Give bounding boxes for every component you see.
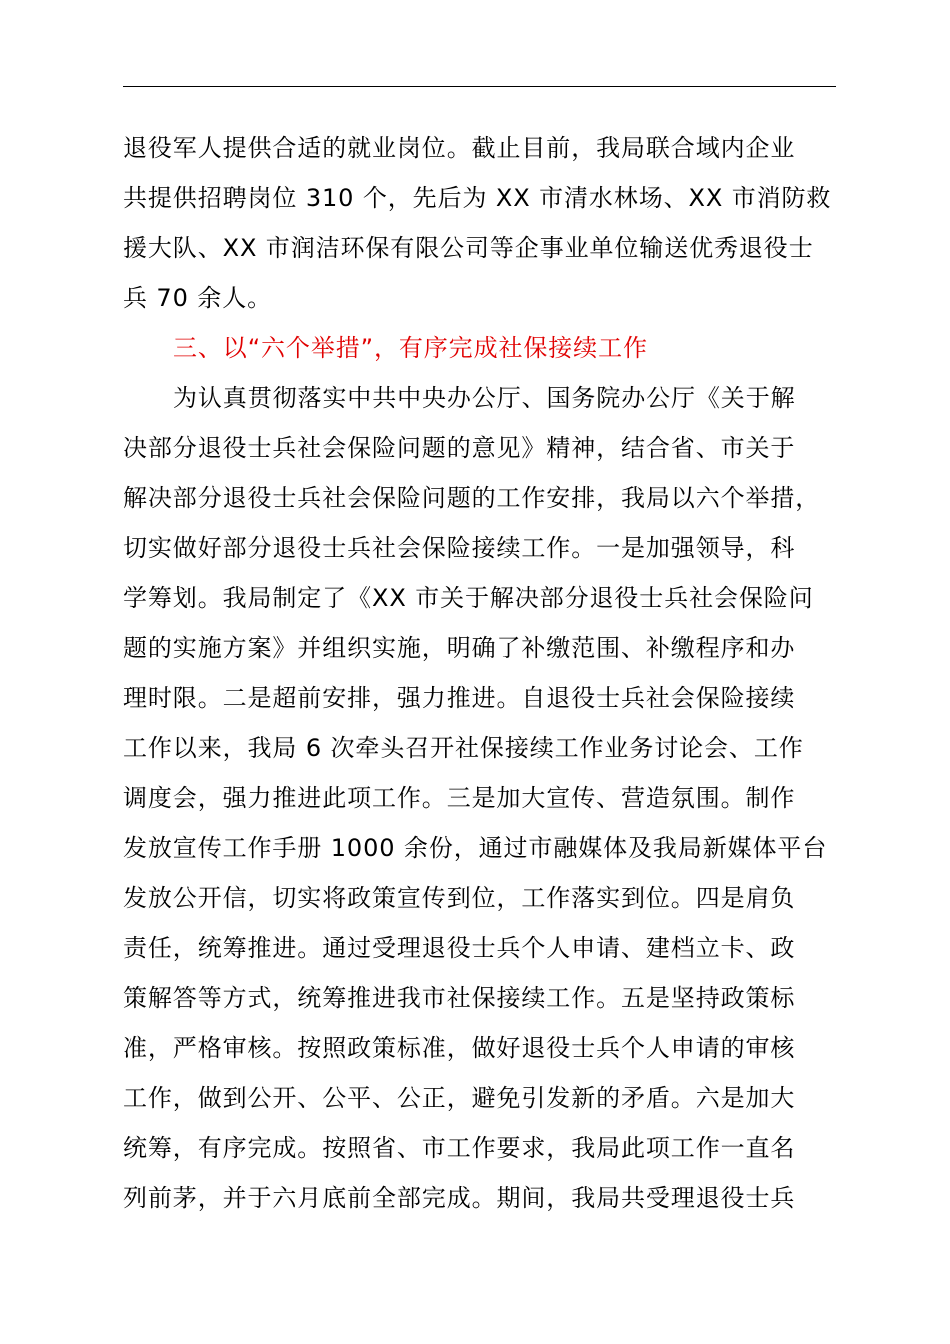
paragraph-line: 列前茅，并于六月底前全部完成。期间，我局共受理退役士兵 (123, 1184, 796, 1212)
paragraph-line: 解决部分退役士兵社会保险问题的工作安排，我局以六个举措， (123, 484, 821, 512)
paragraph-line: 统筹，有序完成。按照省、市工作要求，我局此项工作一直名 (123, 1134, 796, 1162)
header-rule (123, 86, 836, 87)
paragraph-line: 发放公开信，切实将政策宣传到位，工作落实到位。四是肩负 (123, 884, 796, 912)
paragraph-line: 发放宣传工作手册 1000 余份，通过市融媒体及我局新媒体平台 (123, 834, 828, 862)
paragraph-line: 援大队、XX 市润洁环保有限公司等企事业单位输送优秀退役士 (123, 234, 814, 262)
paragraph-line: 调度会，强力推进此项工作。三是加大宣传、营造氛围。制作 (123, 784, 796, 812)
paragraph-line: 兵 70 余人。 (123, 284, 272, 312)
section-heading: 三、以“六个举措”，有序完成社保接续工作 (173, 334, 648, 362)
paragraph-line: 为认真贯彻落实中共中央办公厅、国务院办公厅《关于解 (173, 384, 796, 412)
paragraph-line: 准，严格审核。按照政策标准，做好退役士兵个人申请的审核 (123, 1034, 796, 1062)
paragraph-line: 退役军人提供合适的就业岗位。截止目前，我局联合域内企业 (123, 134, 796, 162)
paragraph-line: 策解答等方式，统筹推进我市社保接续工作。五是坚持政策标 (123, 984, 796, 1012)
paragraph-line: 切实做好部分退役士兵社会保险接续工作。一是加强领导，科 (123, 534, 796, 562)
paragraph-line: 工作，做到公开、公平、公正，避免引发新的矛盾。六是加大 (123, 1084, 796, 1112)
paragraph-line: 责任，统筹推进。通过受理退役士兵个人申请、建档立卡、政 (123, 934, 796, 962)
paragraph-line: 共提供招聘岗位 310 个，先后为 XX 市清水林场、XX 市消防救 (123, 184, 832, 212)
paragraph-line: 题的实施方案》并组织实施，明确了补缴范围、补缴程序和办 (123, 634, 796, 662)
paragraph-line: 理时限。二是超前安排，强力推进。自退役士兵社会保险接续 (123, 684, 796, 712)
paragraph-line: 学筹划。我局制定了《XX 市关于解决部分退役士兵社会保险问 (123, 584, 814, 612)
paragraph-line: 工作以来，我局 6 次牵头召开社保接续工作业务讨论会、工作 (123, 734, 804, 762)
paragraph-line: 决部分退役士兵社会保险问题的意见》精神，结合省、市关于 (123, 434, 796, 462)
